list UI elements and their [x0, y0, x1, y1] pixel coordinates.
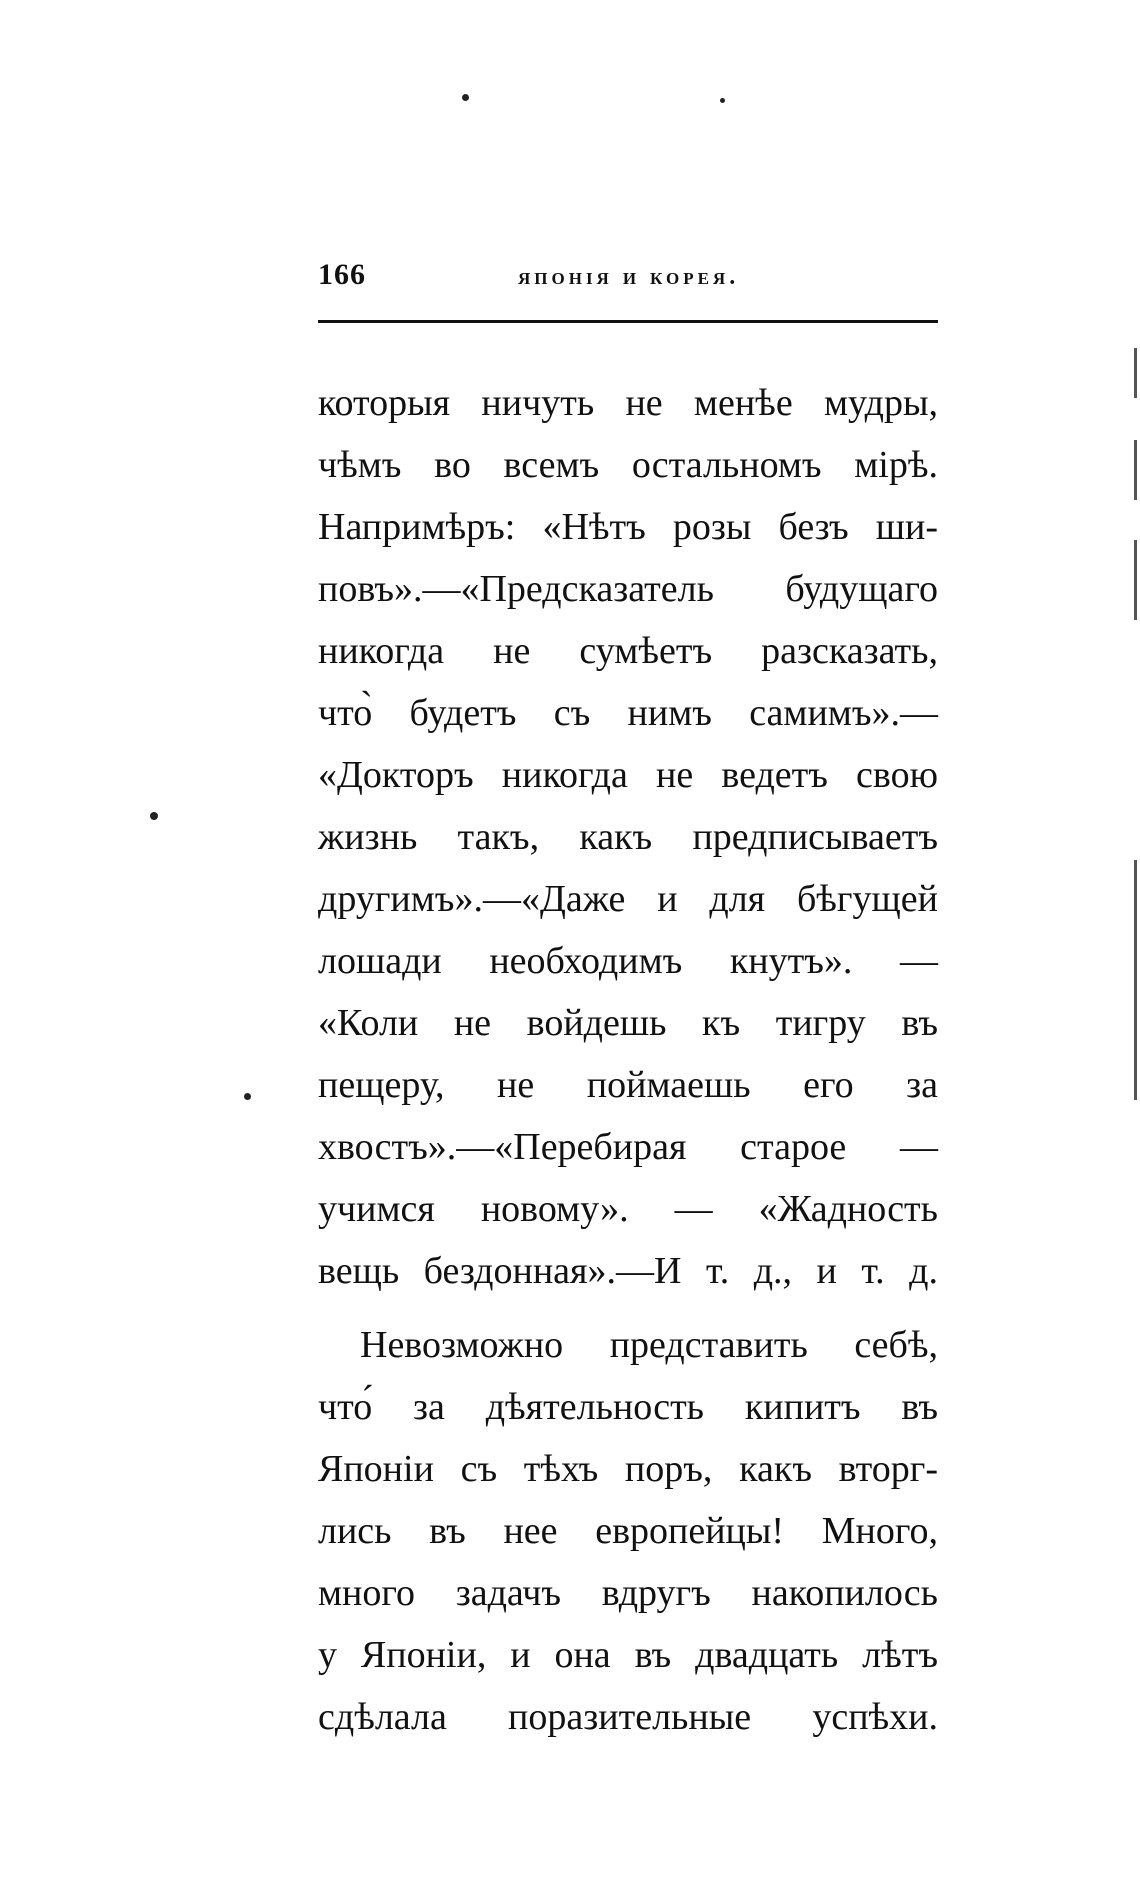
- page-edge-mark: [1134, 440, 1137, 500]
- page-edge-mark: [1134, 348, 1137, 398]
- text-line: что́ за дѣятельность кипитъ въ: [318, 1386, 938, 1428]
- text-line: Японіи съ тѣхъ поръ, какъ вторг-: [318, 1448, 938, 1490]
- text-line: что̀ будетъ съ нимъ самимъ».—: [318, 692, 938, 734]
- page-edge-mark: [1134, 540, 1137, 620]
- text-line: хвостъ».—«Перебирая старое —: [318, 1126, 938, 1168]
- text-line: много задачъ вдругъ накопилось: [318, 1572, 938, 1614]
- text-line: вещь бездонная».—И т. д., и т. д.: [318, 1250, 938, 1292]
- text-line: «Докторъ никогда не ведетъ свою: [318, 754, 938, 796]
- text-line: Невозможно представить себѣ,: [360, 1324, 938, 1366]
- text-line: лись въ нее европейцы! Много,: [318, 1510, 938, 1552]
- text-line: лошади необходимъ кнутъ». —: [318, 940, 938, 982]
- body-text: [318, 372, 938, 1748]
- text-line: «Коли не войдешь къ тигру въ: [318, 1002, 938, 1044]
- running-head: японія и корея.: [518, 264, 740, 290]
- text-line: жизнь такъ, какъ предписываетъ: [318, 816, 938, 858]
- paragraph-1: [318, 372, 938, 1302]
- header-rule: [318, 320, 938, 323]
- paragraph-gap: [318, 1302, 938, 1314]
- paragraph-2: [318, 1314, 938, 1748]
- text-line: никогда не сумѣетъ разсказать,: [318, 630, 938, 672]
- text-line: у Японіи, и она въ двадцать лѣтъ: [318, 1634, 938, 1676]
- text-line: повъ».—«Предсказатель будущаго: [318, 568, 938, 610]
- text-line: другимъ».—«Даже и для бѣгущей: [318, 878, 938, 920]
- ink-speck: [150, 812, 158, 820]
- page-header: [318, 258, 938, 306]
- page-number: 166: [318, 258, 366, 291]
- text-line: чѣмъ во всемъ остальномъ мірѣ.: [318, 444, 938, 486]
- text-line: учимся новому». — «Жадность: [318, 1188, 938, 1230]
- ink-speck: [244, 1093, 251, 1100]
- text-line: Напримѣръ: «Нѣтъ розы безъ ши-: [318, 506, 938, 548]
- text-line: сдѣлала поразительные успѣхи.: [318, 1696, 938, 1738]
- ink-speck: [720, 98, 725, 103]
- page-edge-mark: [1134, 860, 1137, 1100]
- text-line: которыя ничуть не менѣе мудры,: [318, 382, 938, 424]
- text-line: пещеру, не поймаешь его за: [318, 1064, 938, 1106]
- ink-speck: [462, 94, 469, 101]
